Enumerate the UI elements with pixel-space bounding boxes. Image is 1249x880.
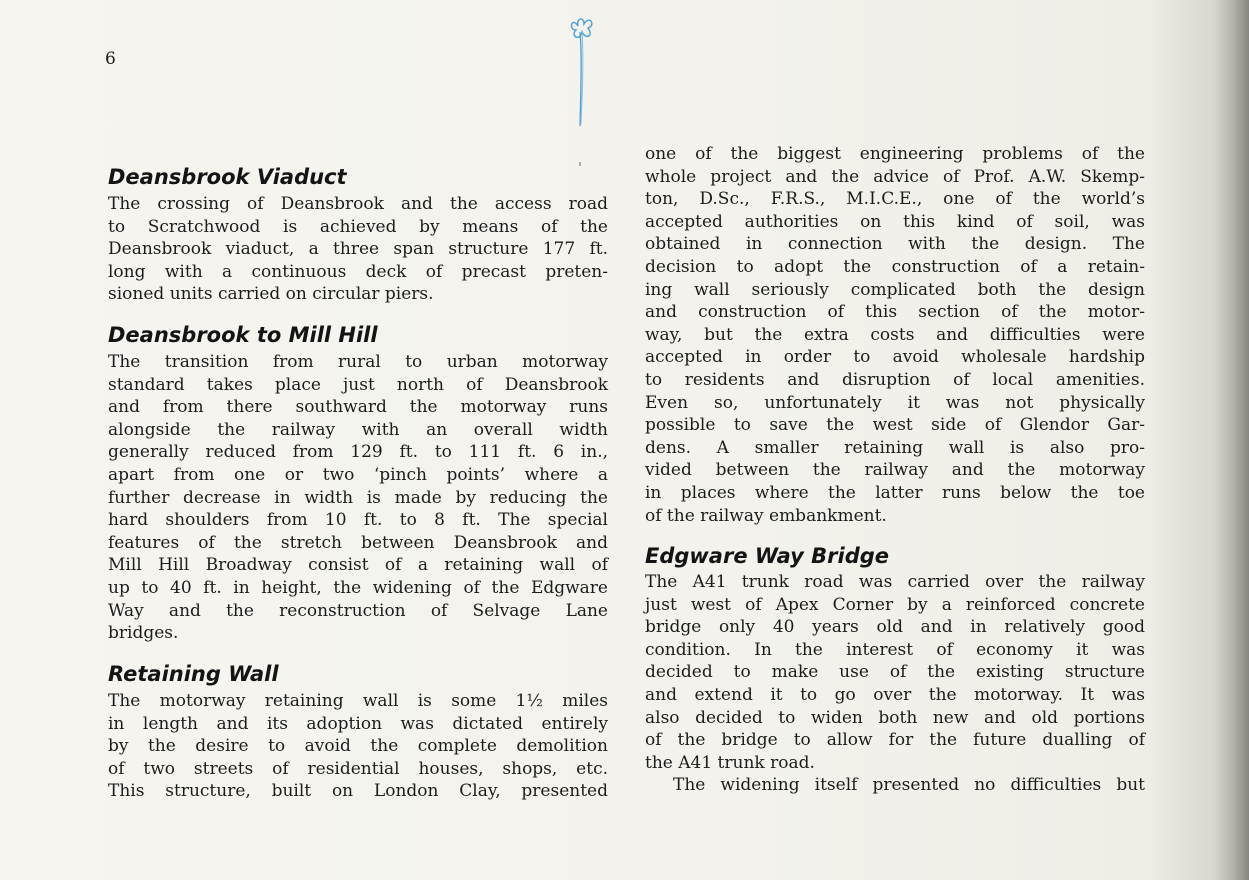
text-line: bridge only 40 years old and in relatively good bbox=[645, 617, 1145, 638]
heading-deansbrook-to-mill-hill: Deansbrook to Mill Hill bbox=[108, 323, 378, 347]
page-edge-shadow bbox=[1215, 0, 1249, 880]
text-line: accepted in order to avoid wholesale hardship bbox=[645, 347, 1145, 368]
text-line: hard shoulders from 10 ft. to 8 ft. The special bbox=[108, 510, 608, 531]
paragraph-retaining-wall-continued bbox=[645, 143, 1145, 527]
paragraph-edgware-way-bridge bbox=[645, 571, 1145, 797]
text-line: bridges. bbox=[108, 623, 179, 644]
text-line: The crossing of Deansbrook and the access road bbox=[108, 194, 608, 214]
text-line: of the railway embankment. bbox=[645, 505, 887, 526]
ribbon-bookmark-icon bbox=[560, 6, 600, 166]
text-line: features of the stretch between Deansbrook and bbox=[108, 532, 608, 553]
text-line: The transition from rural to urban motorway bbox=[108, 352, 608, 372]
text-line: generally reduced from 129 ft. to 111 ft. 6 in., bbox=[108, 442, 608, 463]
text-line: Way and the reconstruction of Selvage Lane bbox=[108, 600, 608, 621]
text-line: decided to make use of the existing structure bbox=[645, 662, 1145, 683]
text-line: and extend it to go over the motorway. It was bbox=[645, 684, 1145, 705]
heading-retaining-wall: Retaining Wall bbox=[108, 662, 279, 686]
text-line: alongside the railway with an overall width bbox=[108, 419, 608, 440]
text-line: ing wall seriously complicated both the design bbox=[645, 279, 1145, 300]
text-line: Mill Hill Broadway consist of a retaining wall of bbox=[108, 555, 608, 576]
text-line: The widening itself presented no difficulties but bbox=[673, 775, 1145, 796]
text-line: to residents and disruption of local amenities. bbox=[645, 369, 1145, 390]
heading-edgware-way-bridge: Edgware Way Bridge bbox=[645, 544, 890, 568]
text-line: and from there southward the motorway runs bbox=[108, 397, 608, 418]
text-line: whole project and the advice of Prof. A.W. Skemp- bbox=[645, 166, 1145, 187]
text-line: Deansbrook viaduct, a three span structure 177 ft. bbox=[108, 239, 608, 260]
heading-deansbrook-viaduct: Deansbrook Viaduct bbox=[108, 165, 347, 189]
text-line: vided between the railway and the motorway bbox=[645, 460, 1145, 481]
text-line: and construction of this section of the motor- bbox=[645, 302, 1145, 323]
text-line: decision to adopt the construction of a retain- bbox=[645, 256, 1145, 277]
text-line: in places where the latter runs below the toe bbox=[645, 482, 1145, 503]
text-line: apart from one or two ‘pinch points’ where a bbox=[108, 464, 608, 485]
text-line: Even so, unfortunately it was not physically bbox=[645, 392, 1145, 413]
text-line: ton, D.Sc., F.R.S., M.I.C.E., one of the world’s bbox=[645, 189, 1145, 210]
text-line: accepted authorities on this kind of soil, was bbox=[645, 211, 1145, 232]
text-line: This structure, built on London Clay, presented bbox=[108, 781, 608, 802]
text-line: possible to save the west side of Glendor Gar- bbox=[645, 415, 1145, 436]
text-line: obtained in connection with the design. The bbox=[645, 234, 1145, 255]
text-line: of the bridge to allow for the future dualling of bbox=[645, 730, 1145, 751]
text-line: long with a continuous deck of precast preten- bbox=[108, 261, 608, 282]
text-line: way, but the extra costs and difficulties were bbox=[645, 324, 1145, 345]
text-line: of two streets of residential houses, shops, etc. bbox=[108, 758, 608, 779]
text-line: one of the biggest engineering problems of the bbox=[645, 144, 1145, 164]
text-line: The motorway retaining wall is some 1½ miles bbox=[108, 691, 608, 711]
text-line: standard takes place just north of Deansbrook bbox=[108, 374, 608, 395]
text-line: the A41 trunk road. bbox=[645, 752, 815, 773]
text-line: also decided to widen both new and old portions bbox=[645, 707, 1145, 728]
paragraph-deansbrook-to-mill-hill bbox=[108, 351, 608, 645]
text-line: up to 40 ft. in height, the widening of the Edgware bbox=[108, 577, 608, 598]
text-line: The A41 trunk road was carried over the railway bbox=[645, 572, 1145, 592]
text-line: condition. In the interest of economy it was bbox=[645, 639, 1145, 660]
paragraph-deansbrook-viaduct bbox=[108, 193, 608, 306]
text-line: sioned units carried on circular piers. bbox=[108, 284, 434, 305]
paragraph-retaining-wall bbox=[108, 690, 608, 803]
text-line: further decrease in width is made by reducing the bbox=[108, 487, 608, 508]
text-line: by the desire to avoid the complete demolition bbox=[108, 736, 608, 757]
text-line: in length and its adoption was dictated entirely bbox=[108, 713, 608, 734]
text-line: just west of Apex Corner by a reinforced concrete bbox=[645, 594, 1145, 615]
page-number: 6 bbox=[105, 49, 116, 69]
text-line: to Scratchwood is achieved by means of the bbox=[108, 216, 608, 237]
text-line: dens. A smaller retaining wall is also pro- bbox=[645, 437, 1145, 458]
